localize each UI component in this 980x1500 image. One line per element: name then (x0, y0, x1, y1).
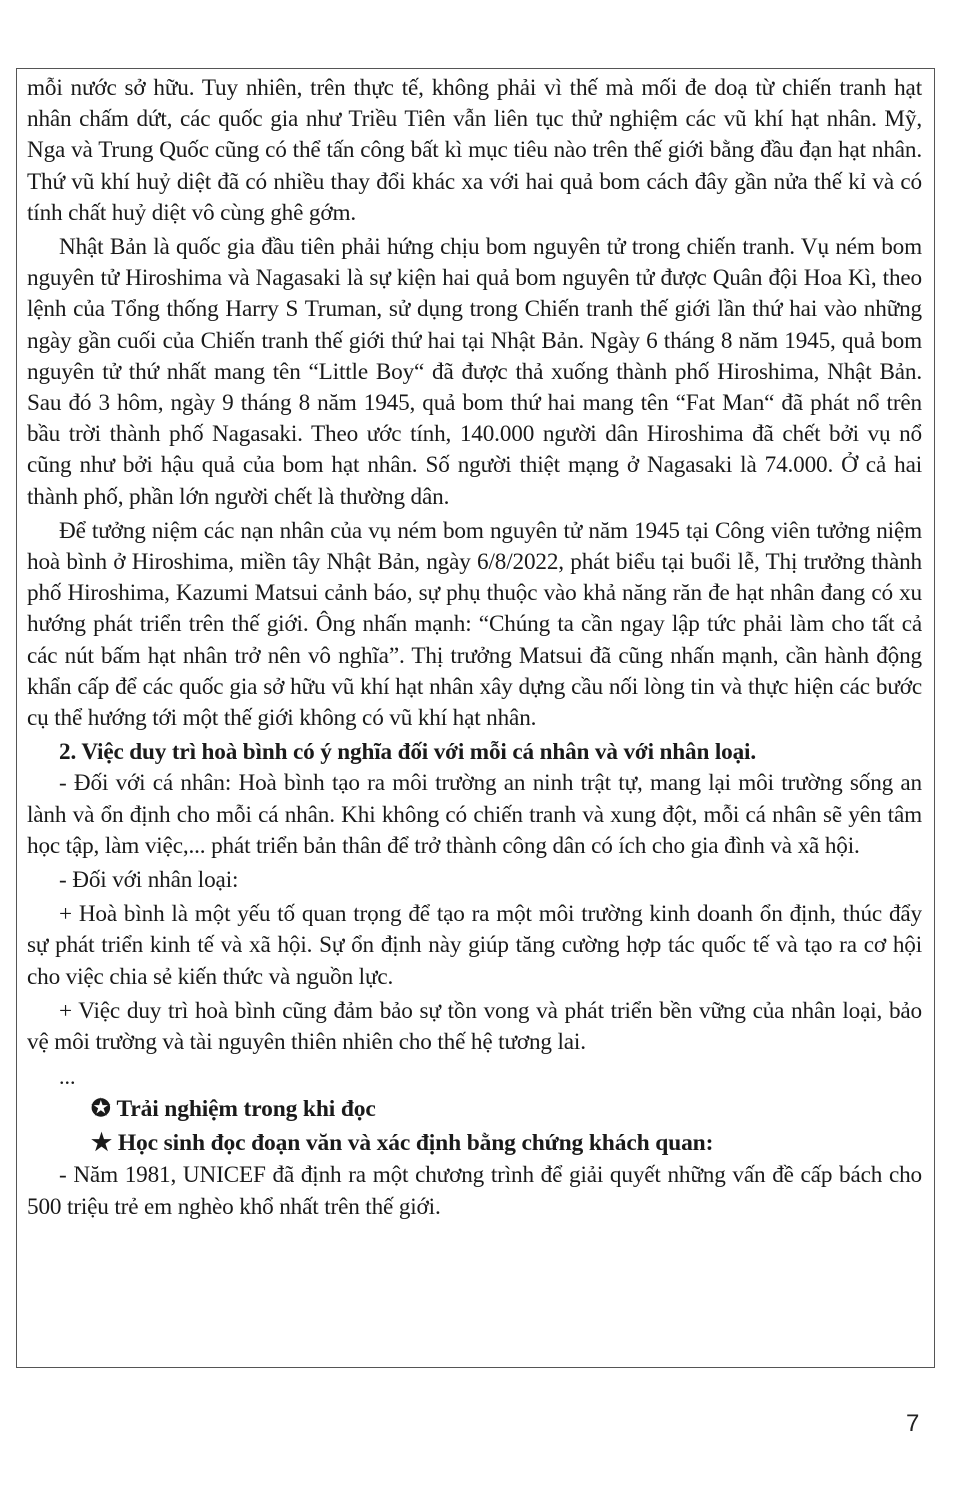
circled-star-icon: ✪ (91, 1096, 111, 1123)
experience-heading (27, 1092, 922, 1126)
humanity-point-1: + Hoà bình là một yếu tố quan trọng để tạo ra một môi trường kinh doanh ổn định, thúc đẩy sự phát triển kinh tế và xã hội. Sự ổn định này giúp tăng cường hợp tác quốc tế và tạo ra cơ hội cho việc chia sẻ kiến thức và nguồn lực. (27, 901, 922, 990)
humanity-point-2: + Việc duy trì hoà bình cũng đảm bảo sự tồn vong và phát triển bền vững của nhân loại, bảo vệ môi trường và tài nguyên thiên nhiên cho thế hệ tương lai. (27, 997, 922, 1056)
paragraph-nuclear-threat: mỗi nước sở hữu. Tuy nhiên, trên thực tế, không phải vì thế mà mối đe doạ từ chiến tranh hạt nhân chấm dứt, các quốc gia như Triều Tiên vẫn liên tục thử nghiệm các vũ khí hạt nhân. Mỹ, Nga và Trung Quốc cũng có thể tấn công bất kì mục tiêu nào trên thế giới bằng đầu đạn hạt nhân. Thứ vũ khí huỷ diệt đã có nhiều thay đổi khác xa với hai quả bom cách đây gần nửa thế kỉ và có tính chất huỷ diệt vô cùng ghê gớm. (27, 75, 922, 226)
humanity-label: - Đối với nhân loại: (59, 867, 239, 894)
page-number: 7 (906, 1410, 920, 1437)
evidence-item: - Năm 1981, UNICEF đã định ra một chương trình để giải quyết những vấn đề cấp bách cho 500 triệu trẻ em nghèo khổ nhất trên thế giới. (27, 1162, 922, 1220)
task-heading (27, 1126, 922, 1160)
ellipsis: ... (59, 1064, 76, 1090)
experience-heading-text: Trải nghiệm trong khi đọc (116, 1096, 376, 1123)
section-heading: 2. Việc duy trì hoà bình có ý nghĩa đối với mỗi cá nhân và với nhân loại. (59, 739, 756, 766)
reading-passage-box (16, 68, 935, 1368)
star-icon: ★ (91, 1130, 112, 1157)
task-heading-text: Học sinh đọc đoạn văn và xác định bằng chứng khách quan: (117, 1130, 714, 1157)
paragraph-individual: - Đối với cá nhân: Hoà bình tạo ra môi trường an ninh trật tự, mang lại môi trường sống an lành và ổn định cho mỗi cá nhân. Khi không có chiến tranh và xung đột, mỗi cá nhân sẽ yên tâm học tập, làm việc,... phát triển bản thân để trở thành công dân có ích cho gia đình và xã hội. (27, 770, 922, 859)
paragraph-memorial-speech: Để tưởng niệm các nạn nhân của vụ ném bom nguyên tử năm 1945 tại Công viên tưởng niệm hoà bình ở Hiroshima, miền tây Nhật Bản, ngày 6/8/2022, phát biểu tại buổi lễ, Thị trưởng thành phố Hiroshima, Kazumi Matsui cảnh báo, sự phụ thuộc vào khả năng răn đe hạt nhân đang có xu hướng phát triển trên thế giới. Ông nhấn mạnh: “Chúng ta cần ngay lập tức phải làm cho tất cả các nút bấm hạt nhân trở nên vô nghĩa”. Thị trưởng Matsui đã cũng nhấn mạnh, cần hành động khẩn cấp để các quốc gia sở hữu vũ khí hạt nhân xây dựng cầu nối lòng tin và thực hiện các bước cụ thể hướng tới một thế giới không có vũ khí hạt nhân. (27, 517, 922, 732)
paragraph-hiroshima-nagasaki: Nhật Bản là quốc gia đầu tiên phải hứng chịu bom nguyên tử trong chiến tranh. Vụ ném bom nguyên tử Hiroshima và Nagasaki là sự kiện hai quả bom nguyên tử được Quân đội Hoa Kì, theo lệnh của Tổng thống Harry S Truman, sử dụng trong Chiến tranh thế giới lần thứ hai vào những ngày gần cuối của Chiến tranh thế giới thứ hai tại Nhật Bản. Ngày 6 tháng 8 năm 1945, quả bom nguyên tử thứ nhất mang tên “Little Boy“ đã được thả xuống thành phố Hiroshima, Nhật Bản. Sau đó 3 hôm, ngày 9 tháng 8 năm 1945, quả bom thứ hai mang tên “Fat Man“ đã phát nổ trên bầu trời thành phố Nagasaki. Theo ước tính, 140.000 người dân Hiroshima đã chết bởi vụ nổ cũng như bởi hậu quả của bom hạt nhân. Số người thiệt mạng ở Nagasaki là 74.000. Ở cả hai thành phố, phần lớn người chết là thường dân. (27, 234, 922, 510)
